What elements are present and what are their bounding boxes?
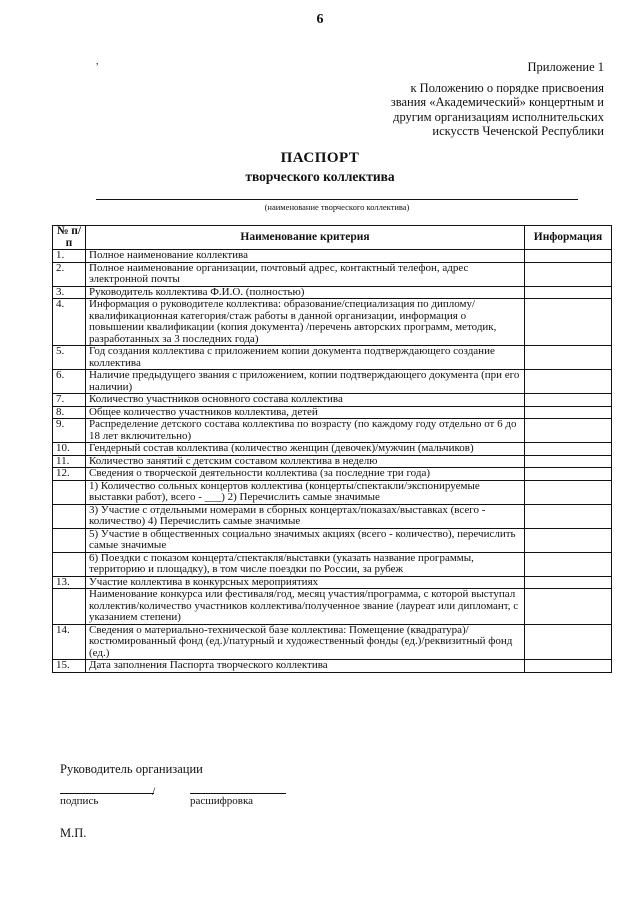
table-row xyxy=(53,504,612,528)
row-info-cell[interactable] xyxy=(525,576,612,589)
table-row xyxy=(53,394,612,407)
table-row xyxy=(53,262,612,286)
row-info-cell[interactable] xyxy=(525,455,612,468)
table-row xyxy=(53,406,612,419)
appendix-line: к Положению о порядке присвоения xyxy=(410,80,604,95)
decoding-caption: расшифровка xyxy=(190,795,254,807)
row-info-cell[interactable] xyxy=(525,286,612,299)
row-number: 2. xyxy=(53,262,86,286)
row-criterion: Сведения о материально-технической базе коллектива: Помещение (квадратура)/костюмированный фонд (ед.)/патурный и художественный фонды (ед.)/реквизитный фонд (ед.) xyxy=(86,624,525,660)
row-number: 10. xyxy=(53,443,86,456)
row-number: 6. xyxy=(53,370,86,394)
table-row xyxy=(53,480,612,504)
row-number: 14. xyxy=(53,624,86,660)
row-info-cell[interactable] xyxy=(525,406,612,419)
table-row xyxy=(53,370,612,394)
row-criterion: Полное наименование коллектива xyxy=(86,250,525,263)
signature-caption: подпись xyxy=(60,795,99,807)
page-number: 6 xyxy=(316,12,324,27)
table-row xyxy=(53,419,612,443)
collective-name-caption: (наименование творческого коллектива) xyxy=(264,202,410,212)
row-criterion: Распределение детского состава коллектива по возрасту (по каждому году отдельно от 6 до 18 лет включительно) xyxy=(86,419,525,443)
appendix-line: звания «Академический» концертным и xyxy=(390,95,604,109)
appendix-block xyxy=(391,60,604,139)
row-info-cell[interactable] xyxy=(525,262,612,286)
row-info-cell[interactable] xyxy=(525,346,612,370)
row-number xyxy=(53,528,86,552)
table-row xyxy=(53,552,612,576)
row-criterion: Количество участников основного состава коллектива xyxy=(86,394,525,407)
row-number: 15. xyxy=(53,660,86,673)
row-criterion: Наименование конкурса или фестиваля/год, месяц участия/программа, с которой выступал коллектив/количество участников коллектива/полученное звание (лауреат или дипломант, с указанием степени) xyxy=(86,589,525,625)
row-number xyxy=(53,552,86,576)
row-number xyxy=(53,504,86,528)
criteria-table xyxy=(52,225,612,673)
table-row xyxy=(53,250,612,263)
row-number: 7. xyxy=(53,394,86,407)
header-number: № п/п xyxy=(53,226,86,250)
table-row xyxy=(53,455,612,468)
appendix-heading: Приложение 1 xyxy=(527,60,604,74)
row-number: 12. xyxy=(53,468,86,481)
row-number: 9. xyxy=(53,419,86,443)
table-row xyxy=(53,286,612,299)
row-info-cell[interactable] xyxy=(525,504,612,528)
header-criterion: Наименование критерия xyxy=(86,226,525,250)
row-info-cell[interactable] xyxy=(525,394,612,407)
signature-slash: / xyxy=(152,784,156,798)
appendix-line: искусств Чеченской Республики xyxy=(432,124,604,138)
row-number: 13. xyxy=(53,576,86,589)
head-label: Руководитель организации xyxy=(60,762,203,776)
table-header-row xyxy=(53,226,612,250)
row-number: 3. xyxy=(53,286,86,299)
row-criterion: Руководитель коллектива Ф.И.О. (полностью) xyxy=(86,286,525,299)
row-criterion: Дата заполнения Паспорта творческого коллектива xyxy=(86,660,525,673)
title-block xyxy=(0,150,640,185)
row-criterion: Общее количество участников коллектива, детей xyxy=(86,406,525,419)
row-criterion: Сведения о творческой деятельности коллектива (за последние три года) xyxy=(86,468,525,481)
row-number xyxy=(53,480,86,504)
row-info-cell[interactable] xyxy=(525,443,612,456)
row-criterion: Гендерный состав коллектива (количество женщин (девочек)/мужчин (мальчиков) xyxy=(86,443,525,456)
row-number: 5. xyxy=(53,346,86,370)
row-criterion: Наличие предыдущего звания с приложением, копии подтверждающего документа (при его наличии) xyxy=(86,370,525,394)
page-title: ПАСПОРТ xyxy=(280,150,360,166)
table-row xyxy=(53,443,612,456)
table-row xyxy=(53,589,612,625)
row-info-cell[interactable] xyxy=(525,250,612,263)
table-row xyxy=(53,576,612,589)
row-number: 11. xyxy=(53,455,86,468)
page-subtitle: творческого коллектива xyxy=(245,169,395,184)
speck: , xyxy=(96,56,99,67)
row-info-cell[interactable] xyxy=(525,299,612,346)
table-row xyxy=(53,528,612,552)
decoding-line xyxy=(190,793,286,794)
row-criterion: Год создания коллектива с приложением копии документа подтверждающего создание коллектива xyxy=(86,346,525,370)
row-info-cell[interactable] xyxy=(525,480,612,504)
row-criterion: Полное наименование организации, почтовый адрес, контактный телефон, адрес электронной почты xyxy=(86,262,525,286)
row-info-cell[interactable] xyxy=(525,589,612,625)
row-criterion: Информация о руководителе коллектива: образование/специализация по диплому/квалификационная категория/стаж работы в данной организации, информация о повышении квалификации (копия документа) /перечень авторских программ, методик, разработанных за 3 последних года) xyxy=(86,299,525,346)
row-number xyxy=(53,589,86,625)
row-info-cell[interactable] xyxy=(525,624,612,660)
row-criterion: Количество занятий с детским составом коллектива в неделю xyxy=(86,455,525,468)
row-criterion: 1) Количество сольных концертов коллектива (концерты/спектакли/экспонируемые выставки работ), всего - ___) 2) Перечислить самые значимые xyxy=(86,480,525,504)
table-row xyxy=(53,468,612,481)
row-info-cell[interactable] xyxy=(525,370,612,394)
table-row xyxy=(53,299,612,346)
row-criterion: Участие коллектива в конкурсных мероприятиях xyxy=(86,576,525,589)
row-info-cell[interactable] xyxy=(525,552,612,576)
row-number: 1. xyxy=(53,250,86,263)
row-criterion: 6) Поездки с показом концерта/спектакля/выставки (указать название программы, территорию и площадку), в том числе поездки по России, за рубеж xyxy=(86,552,525,576)
table-row xyxy=(53,624,612,660)
signature-line xyxy=(60,793,154,794)
stamp-label: М.П. xyxy=(60,826,87,840)
row-info-cell[interactable] xyxy=(525,660,612,673)
header-info: Информация xyxy=(525,226,612,250)
row-info-cell[interactable] xyxy=(525,528,612,552)
row-number: 8. xyxy=(53,406,86,419)
collective-name-line xyxy=(96,199,578,200)
appendix-line: другим организациям исполнительских xyxy=(393,109,604,124)
row-criterion: 3) Участие с отдельными номерами в сборных концертах/показах/выставках (всего - количество) 4) Перечислить самые значимые xyxy=(86,504,525,528)
table-row xyxy=(53,346,612,370)
table-row xyxy=(53,660,612,673)
row-number: 4. xyxy=(53,299,86,346)
row-info-cell[interactable] xyxy=(525,419,612,443)
row-criterion: 5) Участие в общественных социально значимых акциях (всего - количество), перечислить самые значимые xyxy=(86,528,525,552)
row-info-cell[interactable] xyxy=(525,468,612,481)
